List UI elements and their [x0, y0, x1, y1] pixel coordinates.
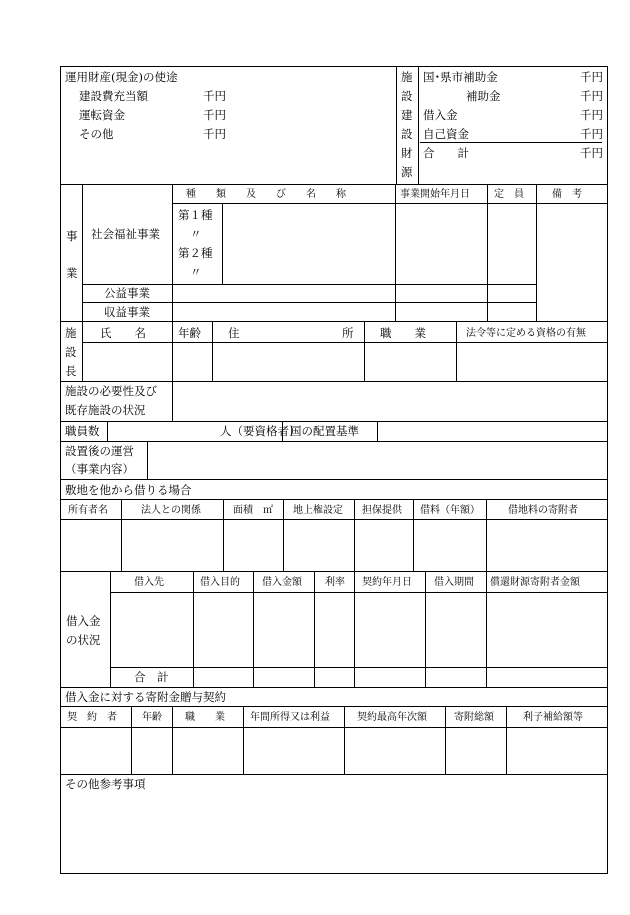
own-funds-unit: 千円 [580, 127, 603, 141]
annual-rent-header: 借料（年額） [420, 505, 480, 516]
kind-name-header: 種 類 及 び 名 称 [186, 189, 346, 200]
operating-funds-unit: 千円 [203, 108, 226, 122]
director-address-header-2: 所 [342, 326, 354, 340]
collateral-header: 担保提供 [362, 505, 402, 516]
subsidy-label: 補助金 [466, 89, 501, 103]
type2-label: 第２種 [178, 246, 213, 260]
business-v-2: 業 [66, 266, 78, 280]
total-donation-header: 寄附総額 [454, 712, 494, 723]
capacity-header: 定 員 [494, 189, 524, 200]
contractor-job-header: 職 業 [185, 712, 225, 723]
source-v-5: 財 [401, 146, 413, 160]
other-funds-label: その他 [79, 127, 114, 141]
borrowing-unit: 千円 [580, 108, 603, 122]
director-name-header: 氏 名 [100, 326, 146, 340]
land-lease-title: 敷地を他から借りる場合 [65, 483, 192, 497]
source-v-4: 設 [401, 127, 413, 141]
source-total-label: 合 計 [423, 146, 469, 160]
interest-subsidy-header: 利子補給額等 [523, 712, 583, 723]
contractor-header: 契 約 者 [67, 712, 117, 723]
loan-period-header: 借入期間 [434, 577, 474, 588]
staff-qualified-label: 人（要資格者） [220, 424, 301, 438]
director-qualification-header: 法令等に定める資格の有無 [466, 328, 586, 339]
funds-usage-title: 運用財産(現金)の使途 [65, 70, 178, 84]
national-standard-label: 国の配置基準 [290, 424, 359, 438]
operating-funds-label: 運転資金 [79, 108, 125, 122]
staff-count-label: 職員数 [65, 424, 100, 438]
remarks-header: 備 考 [552, 189, 582, 200]
director-v-2: 設 [65, 345, 77, 359]
welfare-business-label: 社会福祉事業 [91, 227, 160, 241]
national-subsidy-unit: 千円 [580, 70, 603, 84]
type1-ditto: 〃 [190, 227, 202, 241]
land-donor-header: 借地料の寄附者 [508, 505, 578, 516]
source-total-unit: 千円 [580, 146, 603, 160]
construction-cost-label: 建設費充当額 [79, 89, 148, 103]
operations-label-1: 設置後の運営 [65, 444, 134, 458]
borrowings-label-2: の状況 [66, 633, 101, 647]
contractor-age-header: 年齢 [142, 712, 162, 723]
owner-name-header: 所有者名 [68, 505, 108, 516]
construction-cost-unit: 千円 [203, 89, 226, 103]
lender-header: 借入先 [134, 577, 164, 588]
director-v-3: 長 [65, 364, 77, 378]
national-subsidy-label: 国･県市補助金 [423, 70, 498, 84]
contract-date-header: 契約年月日 [362, 577, 412, 588]
subsidy-unit: 千円 [580, 89, 603, 103]
start-date-header: 事業開始年月日 [400, 189, 470, 200]
type2-ditto: 〃 [190, 265, 202, 279]
own-funds-label: 自己資金 [423, 127, 469, 141]
necessity-label-1: 施設の必要性及び [65, 384, 157, 398]
public-business-label: 公益事業 [104, 286, 150, 300]
purpose-header: 借入目的 [200, 577, 240, 588]
annual-income-header: 年間所得又は利益 [250, 712, 330, 723]
repayment-donor-header: 償還財源寄附者金額 [490, 577, 580, 588]
max-annual-amount-header: 契約最高年次額 [357, 712, 427, 723]
director-age-header: 年齢 [178, 326, 201, 340]
borrowings-label-1: 借入金 [66, 614, 101, 628]
borrowings-total-label: 合 計 [134, 670, 169, 684]
relationship-header: 法人との関係 [141, 505, 201, 516]
donation-contract-title: 借入金に対する寄附金贈与契約 [65, 690, 226, 704]
other-funds-unit: 千円 [203, 127, 226, 141]
borrowing-label: 借入金 [423, 108, 458, 122]
surface-right-header: 地上権設定 [293, 505, 343, 516]
loan-amount-header: 借入金額 [262, 577, 302, 588]
necessity-label-2: 既存施設の状況 [65, 403, 146, 417]
profit-business-label: 収益事業 [104, 305, 150, 319]
area-header: 面積 ㎡ [233, 505, 273, 516]
director-v-1: 施 [65, 326, 77, 340]
source-v-6: 源 [401, 165, 413, 179]
interest-rate-header: 利率 [325, 577, 345, 588]
director-address-header-1: 住 [228, 326, 240, 340]
type1-label: 第１種 [178, 208, 213, 222]
other-notes-title: その他参考事項 [65, 777, 146, 791]
business-v-1: 事 [66, 229, 78, 243]
source-v-3: 建 [401, 108, 413, 122]
director-job-header: 職 業 [380, 326, 426, 340]
operations-label-2: （事業内容） [65, 462, 134, 476]
source-v-1: 施 [401, 70, 413, 84]
source-v-2: 設 [401, 89, 413, 103]
